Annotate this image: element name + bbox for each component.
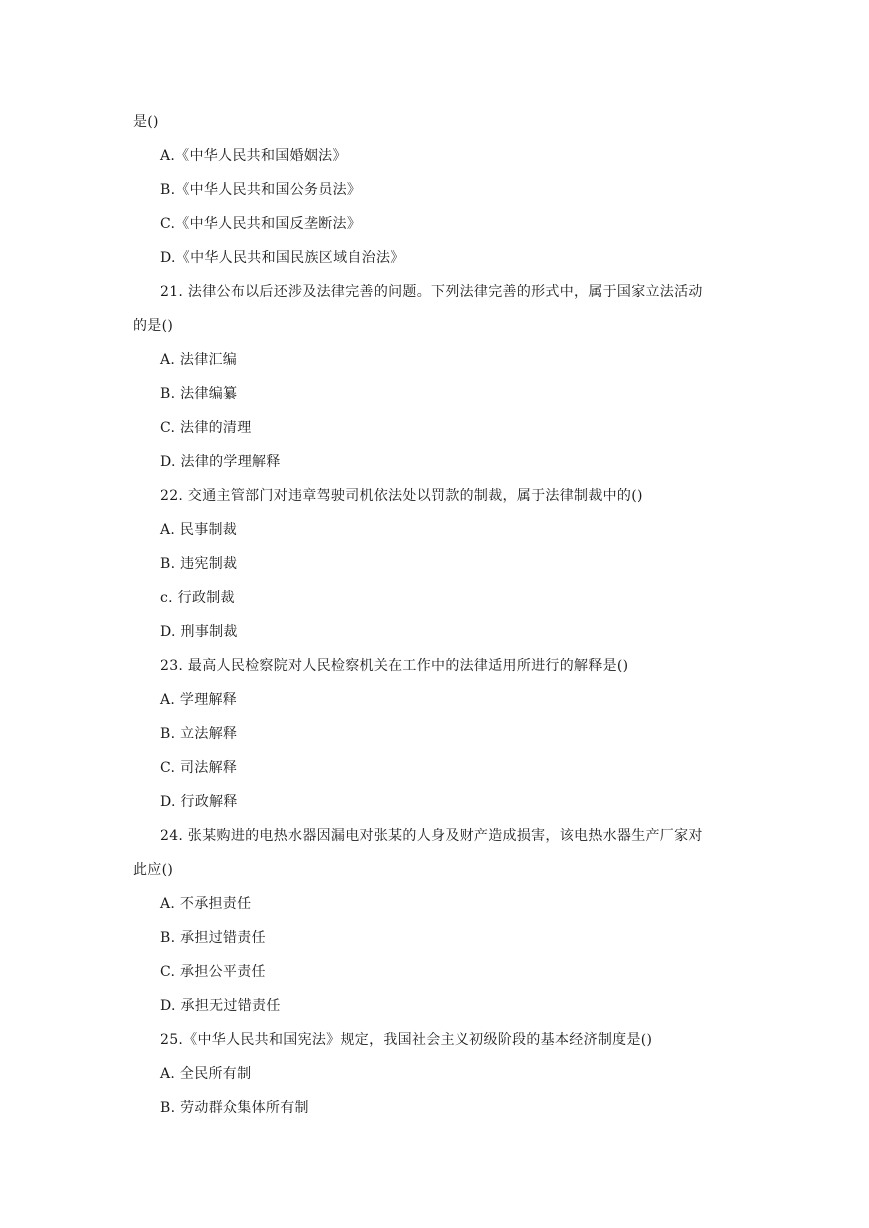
text-line: A. 法律汇编 <box>160 352 238 368</box>
text-line: D. 承担无过错责任 <box>160 998 281 1014</box>
text-line: 22. 交通主管部门对违章驾驶司机依法处以罚款的制裁，属于法律制裁中的() <box>160 488 643 504</box>
text-line: 25.《中华人民共和国宪法》规定，我国社会主义初级阶段的基本经济制度是() <box>160 1032 653 1048</box>
text-line: B. 劳动群众集体所有制 <box>160 1100 309 1116</box>
text-line: C. 法律的清理 <box>160 420 252 436</box>
text-line: 24. 张某购进的电热水器因漏电对张某的人身及财产造成损害，该电热水器生产厂家对 <box>160 828 703 844</box>
text-line: C. 司法解释 <box>160 760 238 776</box>
text-line: C. 承担公平责任 <box>160 964 266 980</box>
text-line: 此应() <box>133 862 174 878</box>
text-line: 23. 最高人民检察院对人民检察机关在工作中的法律适用所进行的解释是() <box>160 658 629 674</box>
text-line: B. 违宪制裁 <box>160 556 238 572</box>
text-line: A. 全民所有制 <box>160 1066 252 1082</box>
text-line: A. 学理解释 <box>160 692 238 708</box>
text-line: A. 不承担责任 <box>160 896 252 912</box>
text-line: C.《中华人民共和国反垄断法》 <box>160 216 362 232</box>
text-line: D. 法律的学理解释 <box>160 454 281 470</box>
text-line: A. 民事制裁 <box>160 522 238 538</box>
text-line: B. 立法解释 <box>160 726 238 742</box>
text-line: 21. 法律公布以后还涉及法律完善的问题。下列法律完善的形式中，属于国家立法活动 <box>160 284 703 300</box>
text-line: B. 法律编纂 <box>160 386 238 402</box>
text-line: 的是() <box>133 318 174 334</box>
text-line: D.《中华人民共和国民族区域自治法》 <box>160 250 405 266</box>
text-line: D. 行政解释 <box>160 794 238 810</box>
text-line: B.《中华人民共和国公务员法》 <box>160 182 362 198</box>
text-line: D. 刑事制裁 <box>160 624 238 640</box>
text-line: A.《中华人民共和国婚姻法》 <box>160 148 347 164</box>
text-line: B. 承担过错责任 <box>160 930 266 946</box>
text-line: 是() <box>133 114 159 130</box>
text-line: c. 行政制裁 <box>160 590 235 606</box>
